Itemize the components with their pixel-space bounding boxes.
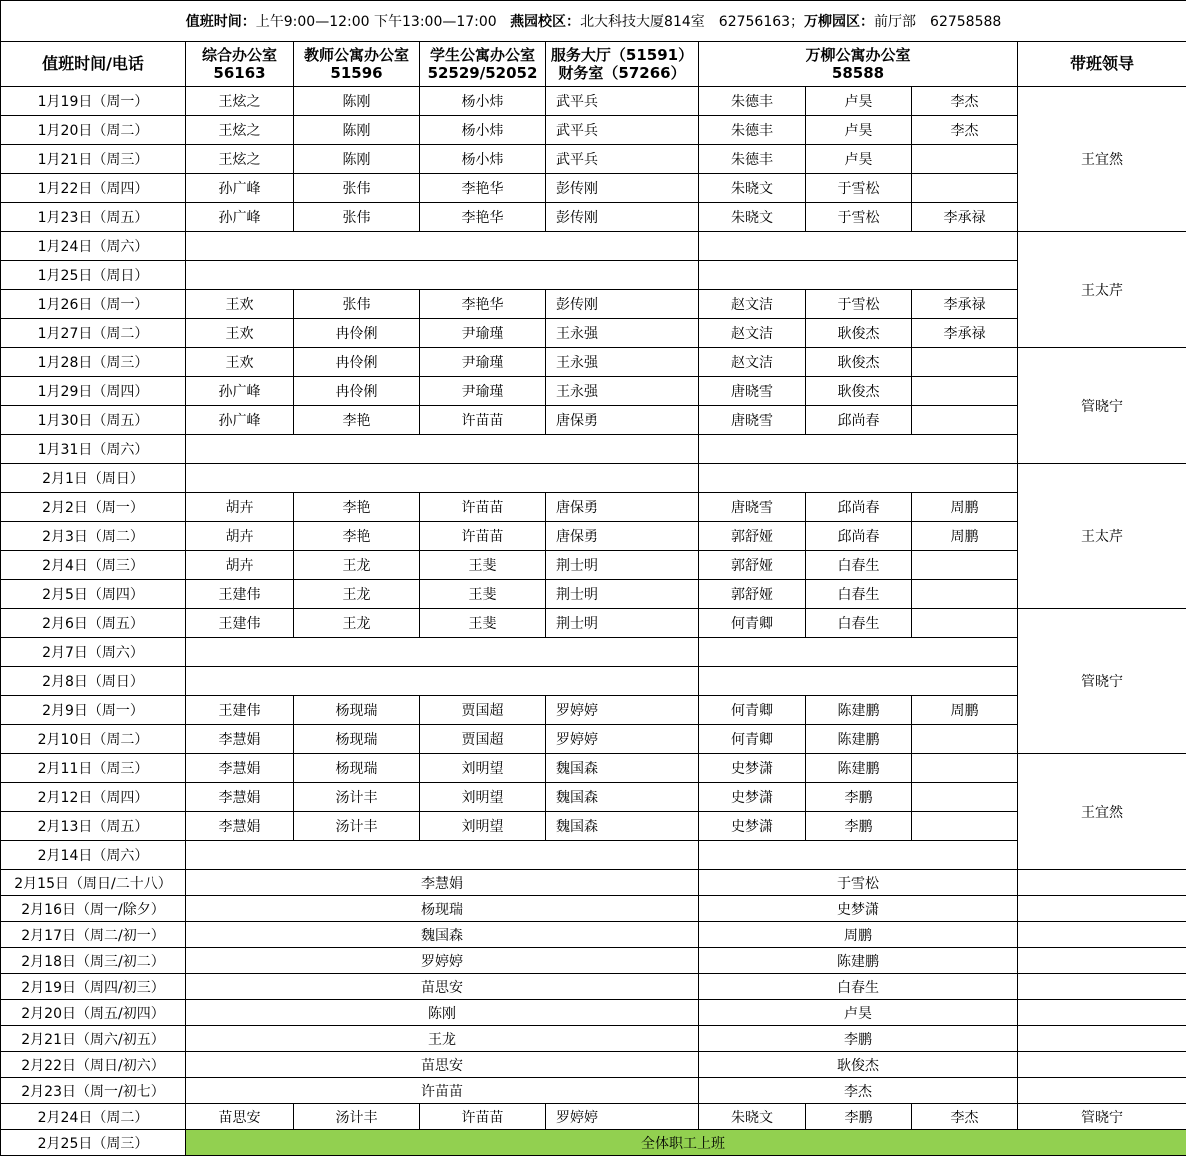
wanliu-label: 万柳园区：: [804, 14, 875, 30]
date-cell: 2月12日（周四）: [1, 783, 186, 812]
empty-wanliu-cell: [699, 261, 1018, 290]
duty-cell: 许苗苗: [420, 406, 546, 435]
duty-cell: 周鹏: [912, 493, 1018, 522]
holiday-row: [1, 1078, 1186, 1104]
duty-cell: 王永强: [546, 319, 699, 348]
date-cell: 1月19日（周一）: [1, 87, 186, 116]
duty-time-label: 值班时间：: [185, 14, 256, 30]
leader-cell: [1018, 1052, 1186, 1078]
empty-yanyuan-cell: [186, 638, 699, 667]
leader-cell: [1018, 948, 1186, 974]
duty-cell: 王建伟: [186, 580, 294, 609]
holiday-row: [1, 896, 1186, 922]
duty-cell: 邱尚春: [806, 493, 912, 522]
table-row: [1, 87, 1186, 116]
duty-cell: 王欢: [186, 290, 294, 319]
duty-cell: 孙广峰: [186, 406, 294, 435]
holiday-row: [1, 1000, 1186, 1026]
duty-cell: 张伟: [294, 174, 420, 203]
duty-cell: 荆士明: [546, 609, 699, 638]
duty-cell: 李艳: [294, 493, 420, 522]
date-cell: 1月27日（周二）: [1, 319, 186, 348]
date-cell: 1月20日（周二）: [1, 116, 186, 145]
duty-cell: 史梦潇: [699, 812, 806, 841]
duty-cell: 李慧娟: [186, 754, 294, 783]
duty-cell: 刘明望: [420, 754, 546, 783]
empty-wanliu-cell: [699, 232, 1018, 261]
date-cell: 1月23日（周五）: [1, 203, 186, 232]
duty-cell: 唐保勇: [546, 493, 699, 522]
leader-cell: 王太芹: [1018, 232, 1186, 348]
duty-cell: [912, 145, 1018, 174]
duty-cell: 于雪松: [806, 290, 912, 319]
duty-cell: 贾国超: [420, 725, 546, 754]
duty-cell: 王建伟: [186, 609, 294, 638]
duty-cell: 耿俊杰: [806, 319, 912, 348]
duty-cell: 刘明望: [420, 812, 546, 841]
duty-cell: 李承禄: [912, 290, 1018, 319]
table-row: [1, 406, 1186, 435]
empty-wanliu-cell: [699, 638, 1018, 667]
duty-cell: 白春生: [806, 609, 912, 638]
leader-cell: 管晓宁: [1018, 1104, 1186, 1130]
duty-cell: [912, 725, 1018, 754]
duty-cell: 朱德丰: [699, 87, 806, 116]
duty-cell: 郭舒娅: [699, 551, 806, 580]
empty-wanliu-cell: [699, 841, 1018, 870]
duty-cell: 冉伶俐: [294, 348, 420, 377]
duty-cell: 孙广峰: [186, 203, 294, 232]
duty-cell: 汤计丰: [294, 1104, 420, 1130]
date-cell: 2月7日（周六）: [1, 638, 186, 667]
duty-cell: 陈建鹏: [806, 754, 912, 783]
table-row: [1, 348, 1186, 377]
duty-cell: 陈刚: [294, 145, 420, 174]
duty-cell: 魏国森: [546, 754, 699, 783]
duty-cell: 刘明望: [420, 783, 546, 812]
duty-cell: 尹瑜瑾: [420, 348, 546, 377]
duty-cell: 李杰: [912, 116, 1018, 145]
date-cell: 2月10日（周二）: [1, 725, 186, 754]
leader-cell: 王太芹: [1018, 464, 1186, 609]
duty-cell: 唐保勇: [546, 406, 699, 435]
date-cell: 2月4日（周三）: [1, 551, 186, 580]
wanliu-duty-cell: 于雪松: [699, 870, 1018, 896]
empty-wanliu-cell: [699, 464, 1018, 493]
duty-cell: 赵文洁: [699, 290, 806, 319]
duty-cell: 王炫之: [186, 87, 294, 116]
duty-cell: [912, 754, 1018, 783]
duty-cell: [912, 580, 1018, 609]
duty-cell: 卢昊: [806, 87, 912, 116]
duty-cell: 卢昊: [806, 116, 912, 145]
column-header-row: [1, 42, 1186, 87]
title-cell: [1, 1, 1186, 42]
duty-cell: 王建伟: [186, 696, 294, 725]
duty-cell: 胡卉: [186, 551, 294, 580]
leader-cell: [1018, 974, 1186, 1000]
table-row: [1, 1104, 1186, 1130]
date-cell: 2月8日（周日）: [1, 667, 186, 696]
duty-cell: 贾国超: [420, 696, 546, 725]
leader-cell: 管晓宁: [1018, 609, 1186, 754]
duty-cell: 卢昊: [806, 145, 912, 174]
duty-cell: [912, 551, 1018, 580]
duty-cell: 汤计丰: [294, 783, 420, 812]
date-cell: 2月3日（周二）: [1, 522, 186, 551]
duty-cell: 王龙: [294, 551, 420, 580]
duty-cell: [912, 348, 1018, 377]
duty-cell: 邱尚春: [806, 406, 912, 435]
empty-yanyuan-cell: [186, 667, 699, 696]
duty-cell: 张伟: [294, 203, 420, 232]
wanliu-value: 前厅部 62758588: [874, 14, 1002, 30]
table-row: [1, 667, 1186, 696]
table-row: [1, 522, 1186, 551]
duty-cell: 苗思安: [186, 1104, 294, 1130]
duty-cell: 汤计丰: [294, 812, 420, 841]
empty-yanyuan-cell: [186, 841, 699, 870]
duty-cell: 唐晓雪: [699, 406, 806, 435]
header-wanliu-office: 万柳公寓办公室 58588: [699, 42, 1018, 87]
duty-cell: 耿俊杰: [806, 377, 912, 406]
duty-time-value: 上午9:00—12:00 下午13:00—17:00: [255, 14, 497, 30]
table-row: [1, 290, 1186, 319]
yanyuan-duty-cell: 王龙: [186, 1026, 699, 1052]
date-cell: 2月17日（周二/初一）: [1, 922, 186, 948]
duty-cell: 李艳: [294, 522, 420, 551]
duty-cell: 白春生: [806, 551, 912, 580]
duty-cell: 王欢: [186, 319, 294, 348]
date-cell: 2月6日（周五）: [1, 609, 186, 638]
date-cell: 2月9日（周一）: [1, 696, 186, 725]
holiday-row: [1, 870, 1186, 896]
duty-cell: 于雪松: [806, 203, 912, 232]
table-row: [1, 435, 1186, 464]
duty-cell: 唐晓雪: [699, 493, 806, 522]
date-cell: 1月21日（周三）: [1, 145, 186, 174]
duty-cell: 彭传刚: [546, 203, 699, 232]
duty-cell: 陈刚: [294, 116, 420, 145]
duty-cell: 孙广峰: [186, 377, 294, 406]
holiday-row: [1, 948, 1186, 974]
duty-cell: 许苗苗: [420, 522, 546, 551]
duty-cell: 王斐: [420, 580, 546, 609]
table-row: [1, 580, 1186, 609]
duty-cell: 李慧娟: [186, 783, 294, 812]
duty-cell: 王炫之: [186, 145, 294, 174]
table-row: [1, 638, 1186, 667]
date-cell: 1月24日（周六）: [1, 232, 186, 261]
table-row: [1, 493, 1186, 522]
duty-cell: 魏国森: [546, 812, 699, 841]
duty-cell: 杨现瑞: [294, 754, 420, 783]
duty-cell: 王斐: [420, 551, 546, 580]
yanyuan-label: 燕园校区：: [510, 14, 581, 30]
date-cell: 2月5日（周四）: [1, 580, 186, 609]
date-cell: 1月28日（周三）: [1, 348, 186, 377]
date-cell: 2月20日（周五/初四）: [1, 1000, 186, 1026]
duty-cell: 李鹏: [806, 1104, 912, 1130]
wanliu-duty-cell: 李杰: [699, 1078, 1018, 1104]
date-cell: 1月29日（周四）: [1, 377, 186, 406]
duty-cell: 何青卿: [699, 609, 806, 638]
date-cell: 1月22日（周四）: [1, 174, 186, 203]
duty-cell: 朱晓文: [699, 1104, 806, 1130]
duty-cell: 李艳华: [420, 203, 546, 232]
header-student-apartment: 学生公寓办公室 52529/52052: [420, 42, 546, 87]
duty-cell: 武平兵: [546, 145, 699, 174]
duty-cell: 唐晓雪: [699, 377, 806, 406]
duty-cell: 尹瑜瑾: [420, 319, 546, 348]
duty-cell: 陈建鹏: [806, 725, 912, 754]
duty-cell: 罗婷婷: [546, 696, 699, 725]
duty-cell: 罗婷婷: [546, 725, 699, 754]
duty-cell: 李杰: [912, 1104, 1018, 1130]
date-cell: 2月16日（周一/除夕）: [1, 896, 186, 922]
leader-cell: [1018, 1078, 1186, 1104]
date-cell: 2月24日（周二）: [1, 1104, 186, 1130]
holiday-row: [1, 1026, 1186, 1052]
duty-cell: 杨小炜: [420, 87, 546, 116]
duty-cell: 彭传刚: [546, 174, 699, 203]
yanyuan-duty-cell: 许苗苗: [186, 1078, 699, 1104]
date-cell: 2月15日（周日/二十八）: [1, 870, 186, 896]
empty-wanliu-cell: [699, 435, 1018, 464]
duty-cell: [912, 609, 1018, 638]
yanyuan-duty-cell: 李慧娟: [186, 870, 699, 896]
leader-cell: [1018, 1000, 1186, 1026]
duty-cell: 李杰: [912, 87, 1018, 116]
duty-cell: 郭舒娅: [699, 580, 806, 609]
yanyuan-value: 北大科技大厦814室 62756163；: [580, 14, 805, 30]
duty-cell: 李承禄: [912, 203, 1018, 232]
table-row: [1, 609, 1186, 638]
duty-cell: 何青卿: [699, 696, 806, 725]
leader-cell: [1018, 896, 1186, 922]
wanliu-duty-cell: 耿俊杰: [699, 1052, 1018, 1078]
duty-cell: 赵文洁: [699, 348, 806, 377]
duty-cell: 武平兵: [546, 116, 699, 145]
duty-cell: 冉伶俐: [294, 377, 420, 406]
duty-cell: 史梦潇: [699, 754, 806, 783]
duty-cell: 王龙: [294, 609, 420, 638]
duty-cell: 荆士明: [546, 580, 699, 609]
leader-cell: 王宜然: [1018, 754, 1186, 870]
duty-cell: 武平兵: [546, 87, 699, 116]
duty-cell: 耿俊杰: [806, 348, 912, 377]
duty-cell: 李鹏: [806, 812, 912, 841]
date-cell: 2月13日（周五）: [1, 812, 186, 841]
header-date: 值班时间/电话: [1, 42, 186, 87]
duty-cell: 杨小炜: [420, 145, 546, 174]
table-row: [1, 377, 1186, 406]
duty-cell: 李鹏: [806, 783, 912, 812]
duty-cell: 陈建鹏: [806, 696, 912, 725]
date-cell: 1月26日（周一）: [1, 290, 186, 319]
date-cell: 2月1日（周日）: [1, 464, 186, 493]
duty-cell: 王永强: [546, 348, 699, 377]
header-general-office: 综合办公室 56163: [186, 42, 294, 87]
table-row: [1, 783, 1186, 812]
wanliu-duty-cell: 卢昊: [699, 1000, 1018, 1026]
yanyuan-duty-cell: 苗思安: [186, 1052, 699, 1078]
table-row: [1, 1130, 1186, 1156]
duty-cell: [912, 377, 1018, 406]
duty-cell: [912, 406, 1018, 435]
duty-cell: 冉伶俐: [294, 319, 420, 348]
header-service-hall: 服务大厅（51591） 财务室（57266）: [546, 42, 699, 87]
duty-cell: 李艳: [294, 406, 420, 435]
empty-yanyuan-cell: [186, 232, 699, 261]
table-row: [1, 696, 1186, 725]
leader-cell: [1018, 1026, 1186, 1052]
duty-cell: 杨现瑞: [294, 696, 420, 725]
duty-cell: 李艳华: [420, 290, 546, 319]
duty-cell: 荆士明: [546, 551, 699, 580]
duty-cell: 邱尚春: [806, 522, 912, 551]
duty-cell: 白春生: [806, 580, 912, 609]
yanyuan-duty-cell: 罗婷婷: [186, 948, 699, 974]
title-row: [1, 1, 1186, 42]
duty-cell: 王永强: [546, 377, 699, 406]
date-cell: 2月18日（周三/初二）: [1, 948, 186, 974]
duty-cell: 朱德丰: [699, 116, 806, 145]
duty-cell: 许苗苗: [420, 1104, 546, 1130]
duty-cell: 李艳华: [420, 174, 546, 203]
duty-cell: [912, 783, 1018, 812]
all-staff-note-cell: 全体职工上班: [186, 1130, 1186, 1156]
holiday-row: [1, 1052, 1186, 1078]
duty-cell: 孙广峰: [186, 174, 294, 203]
table-row: [1, 319, 1186, 348]
table-row: [1, 841, 1186, 870]
duty-cell: 周鹏: [912, 696, 1018, 725]
duty-cell: 王斐: [420, 609, 546, 638]
duty-cell: 史梦潇: [699, 783, 806, 812]
duty-cell: 杨小炜: [420, 116, 546, 145]
date-cell: 2月14日（周六）: [1, 841, 186, 870]
duty-cell: 朱晓文: [699, 203, 806, 232]
wanliu-duty-cell: 白春生: [699, 974, 1018, 1000]
table-row: [1, 261, 1186, 290]
wanliu-duty-cell: 史梦潇: [699, 896, 1018, 922]
date-cell: 2月22日（周日/初六）: [1, 1052, 186, 1078]
date-cell: 2月11日（周三）: [1, 754, 186, 783]
duty-cell: 赵文洁: [699, 319, 806, 348]
duty-cell: 何青卿: [699, 725, 806, 754]
table-row: [1, 812, 1186, 841]
duty-cell: 唐保勇: [546, 522, 699, 551]
date-cell: 2月23日（周一/初七）: [1, 1078, 186, 1104]
duty-cell: [912, 174, 1018, 203]
duty-cell: [912, 812, 1018, 841]
wanliu-duty-cell: 李鹏: [699, 1026, 1018, 1052]
duty-cell: 李承禄: [912, 319, 1018, 348]
duty-cell: 周鹏: [912, 522, 1018, 551]
yanyuan-duty-cell: 魏国森: [186, 922, 699, 948]
table-row: [1, 145, 1186, 174]
duty-cell: 杨现瑞: [294, 725, 420, 754]
empty-yanyuan-cell: [186, 464, 699, 493]
duty-cell: 王龙: [294, 580, 420, 609]
duty-cell: 于雪松: [806, 174, 912, 203]
date-cell: 2月2日（周一）: [1, 493, 186, 522]
duty-cell: 许苗苗: [420, 493, 546, 522]
duty-cell: 王炫之: [186, 116, 294, 145]
duty-cell: 彭传刚: [546, 290, 699, 319]
date-cell: 2月19日（周四/初三）: [1, 974, 186, 1000]
table-row: [1, 232, 1186, 261]
duty-cell: 李慧娟: [186, 812, 294, 841]
header-leader: 带班领导: [1018, 42, 1186, 87]
duty-cell: 胡卉: [186, 493, 294, 522]
duty-cell: 魏国森: [546, 783, 699, 812]
date-cell: 2月25日（周三）: [1, 1130, 186, 1156]
table-row: [1, 725, 1186, 754]
table-row: [1, 464, 1186, 493]
yanyuan-duty-cell: 苗思安: [186, 974, 699, 1000]
table-row: [1, 754, 1186, 783]
wanliu-duty-cell: 陈建鹏: [699, 948, 1018, 974]
duty-cell: 张伟: [294, 290, 420, 319]
leader-cell: [1018, 922, 1186, 948]
date-cell: 1月25日（周日）: [1, 261, 186, 290]
leader-cell: [1018, 870, 1186, 896]
leader-cell: 王宜然: [1018, 87, 1186, 232]
date-cell: 1月30日（周五）: [1, 406, 186, 435]
holiday-row: [1, 974, 1186, 1000]
duty-cell: 朱德丰: [699, 145, 806, 174]
yanyuan-duty-cell: 陈刚: [186, 1000, 699, 1026]
table-row: [1, 551, 1186, 580]
duty-cell: 尹瑜瑾: [420, 377, 546, 406]
duty-cell: 郭舒娅: [699, 522, 806, 551]
duty-cell: 李慧娟: [186, 725, 294, 754]
date-cell: 2月21日（周六/初五）: [1, 1026, 186, 1052]
empty-yanyuan-cell: [186, 261, 699, 290]
table-row: [1, 203, 1186, 232]
date-cell: 1月31日（周六）: [1, 435, 186, 464]
wanliu-duty-cell: 周鹏: [699, 922, 1018, 948]
holiday-row: [1, 922, 1186, 948]
duty-cell: 陈刚: [294, 87, 420, 116]
empty-yanyuan-cell: [186, 435, 699, 464]
duty-cell: 罗婷婷: [546, 1104, 699, 1130]
empty-wanliu-cell: [699, 667, 1018, 696]
table-row: [1, 174, 1186, 203]
yanyuan-duty-cell: 杨现瑞: [186, 896, 699, 922]
leader-cell: 管晓宁: [1018, 348, 1186, 464]
duty-cell: 朱晓文: [699, 174, 806, 203]
duty-cell: 胡卉: [186, 522, 294, 551]
duty-cell: 王欢: [186, 348, 294, 377]
table-row: [1, 116, 1186, 145]
header-teacher-apartment: 教师公寓办公室 51596: [294, 42, 420, 87]
